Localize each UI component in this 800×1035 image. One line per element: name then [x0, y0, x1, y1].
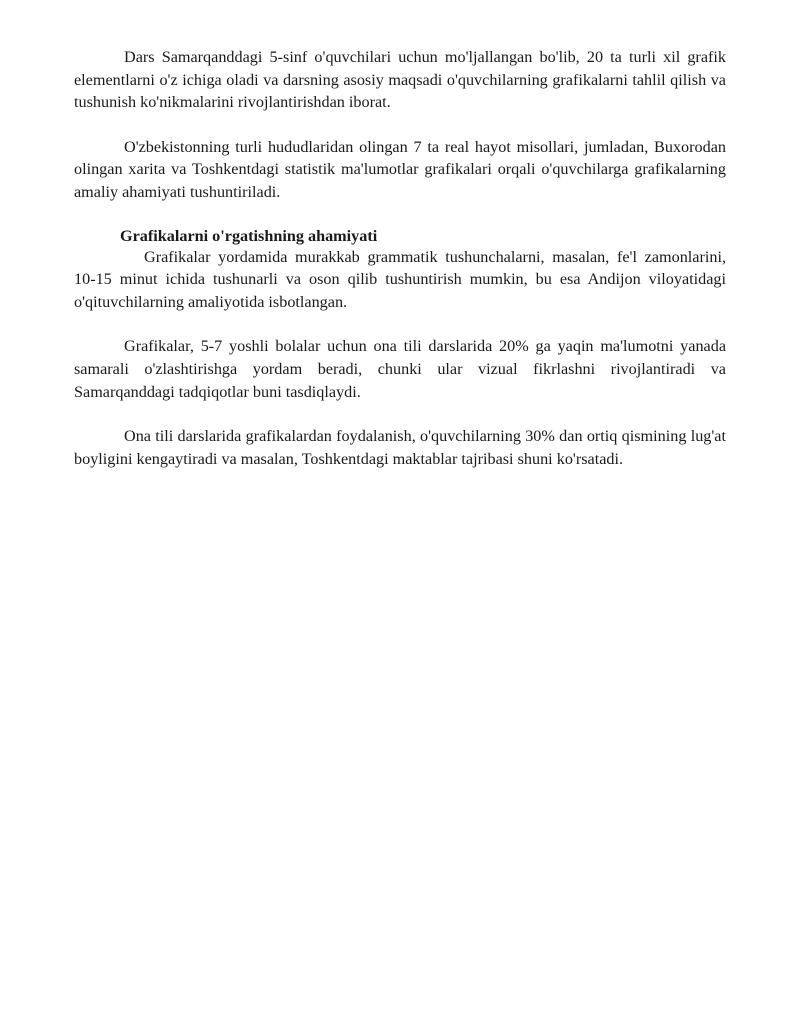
paragraph-vocabulary: Ona tili darslarida grafikalardan foydalanish, o'quvchilarning 30% dan ortiq qismining lug'at boyligini kengaytiradi va masalan, Toshkentdagi maktablar tajribasi shuni ko'rsatadi. — [74, 427, 726, 468]
paragraph-grammar: Grafikalar yordamida murakkab grammatik tushunchalarni, masalan, fe'l zamonlarini, 10-15 minut ichida tushunarli va oson qilib tushuntirish mumkin, bu esa Andijon viloyatidagi o'qituvchilarning amaliyotida isbotlangan. — [74, 247, 726, 311]
paragraph-examples: O'zbekistonning turli hududlaridan olingan 7 ta real hayot misollari, jumladan, Buxorodan olingan xarita va Toshkentdagi statistik ma'lumotlar grafikalari orqali o'quvchilarga grafikalarning amaliy ahamiyati tushuntiriladi. — [74, 137, 726, 201]
paragraph-young-children: Grafikalar, 5-7 yoshli bolalar uchun ona tili darslarida 20% ga yaqin ma'lumotni yanada samarali o'zlashtirishga yordam beradi, chunki ular vizual fikrlashni rivojlantiradi va Samarqanddagi tadqiqotlar buni tasdiqlaydi. — [74, 337, 726, 401]
paragraph-intro: Dars Samarqanddagi 5-sinf o'quvchilari uchun mo'ljallangan bo'lib, 20 ta turli xil grafik elementlarni o'z ichiga oladi va darsning asosiy maqsadi o'quvchilarning grafikalarni tahlil qilish va tushunish ko'nikmalarini rivojlantirishdan iborat. — [74, 48, 726, 112]
document-page — [74, 46, 726, 492]
section-heading: Grafikalarni o'rgatishning ahamiyati — [120, 226, 378, 245]
